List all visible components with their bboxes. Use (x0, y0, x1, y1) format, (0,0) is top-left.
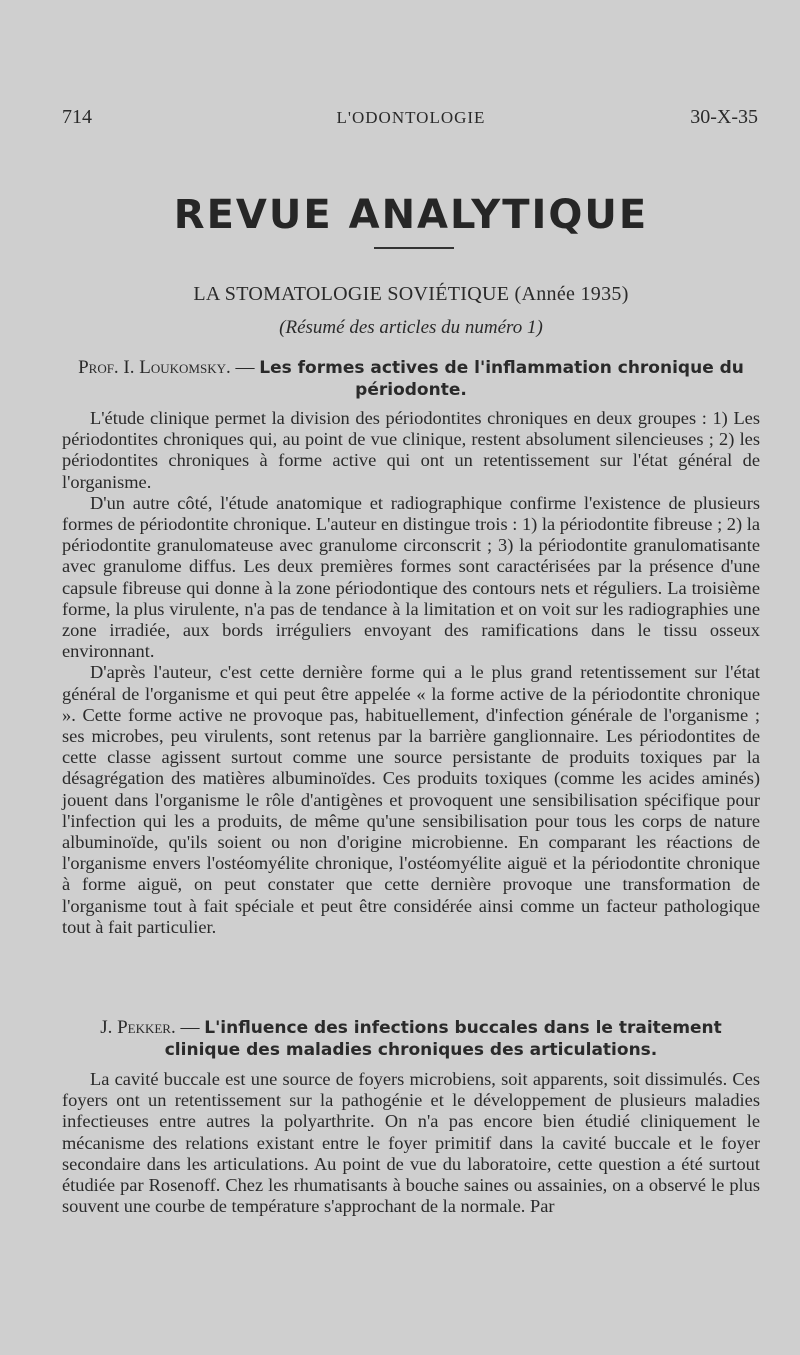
paragraph: La cavité buccale est une source de foyers microbiens, soit apparents, soit dissimulés. Ces foyers ont un retentissement sur la pathogénie et le développement de plusieurs maladies infectieuses entre autres la polyarthrite. On n'a pas encore bien étudié cliniquement le mécanisme des relations existant entre le foyer primitif dans la cavité buccale et le foyer secondaire dans les articulations. Au point de vue du laboratoire, cette question a été surtout étudiée par Rosenoff. Chez les rhumatisants à bouche saines ou assainies, on a observé le plus souvent une courbe de température s'approchant de la normale. Par (62, 1069, 760, 1217)
paragraph: D'après l'auteur, c'est cette dernière forme qui a le plus grand retentissement sur l'état général de l'organisme et qui peut être appelée « la forme active de la périodontite chronique ». Cette forme active ne provoque pas, habituellement, d'infection générale de l'organisme ; ses microbes, peu virulents, sont retenus par la barrière ganglionnaire. Les périodontites de cette classe agissent surtout comme une source persistante de produits toxiques par la désagrégation des matières albuminoïdes. Ces produits toxiques (comme les acides aminés) jouent dans l'organisme le rôle d'antigènes et provoquent une sensibilisation spécifique pour l'infection qui les a produits, de même qu'une sensibilisation pour tous les corps de nature albuminoïde, qu'ils soient ou non d'origine microbienne. En comparant les réactions de l'organisme envers l'ostéomyélite chronique, l'ostéomyélite aiguë et la périodontite chronique à forme aiguë, on peut constater que cette dernière provoque une transformation de l'organisme tout à fait spéciale et peut être considérée ainsi comme un facteur pathologique tout à fait particulier. (62, 662, 760, 937)
article-heading (62, 357, 760, 401)
paragraph: L'étude clinique permet la division des périodontites chroniques en deux groupes : 1) Les périodontites chroniques qui, au point de vue clinique, restent absolument silencieuses ; 2) les périodontites chroniques à forme active qui ont un retentissement sur l'état général de l'organisme. (62, 408, 760, 492)
paragraph: D'un autre côté, l'étude anatomique et radiographique confirme l'existence de plusieurs formes de périodontite chronique. L'auteur en distingue trois : 1) la périodontite fibreuse ; 2) la périodontite granulomateuse avec granulome circonscrit ; 3) la périodontite granulomatisante avec granulome diffus. Les deux premières formes sont caractérisées par la présence d'une capsule fibreuse qui donne à la zone périodontique des contours nets et réguliers. La troisième forme, la plus virulente, n'a pas de tendance à la limitation et on voit sur les radiographies une zone irradiée, aux bords irréguliers envoyant des ramifications dans le tissu osseux environnant. (62, 492, 760, 662)
journal-name: L'ODONTOLOGIE (336, 108, 486, 127)
article-body (62, 408, 760, 938)
title-rule (374, 247, 454, 249)
section-title: LA STOMATOLOGIE SOVIÉTIQUE (Année 1935) (193, 283, 629, 305)
issue-date: 30-X-35 (690, 106, 758, 128)
article-heading (62, 1017, 760, 1061)
article-title: Les formes actives de l'inflammation chronique du périodonte. (259, 358, 744, 400)
article-title: L'influence des infections buccales dans le traitement clinique des maladies chroniques des articulations. (164, 1018, 722, 1060)
heading-separator: — (230, 357, 260, 378)
page-title: REVUE ANALYTIQUE (173, 192, 649, 238)
article-author: Prof. I. Loukomsky. (78, 357, 231, 378)
heading-separator: — (175, 1017, 205, 1038)
page-number: 714 (62, 106, 92, 128)
article-author: J. Pekker. (100, 1017, 176, 1038)
running-head (62, 106, 760, 134)
section-subtitle: (Résumé des articles du numéro 1) (279, 317, 543, 338)
article-body (62, 1069, 760, 1217)
